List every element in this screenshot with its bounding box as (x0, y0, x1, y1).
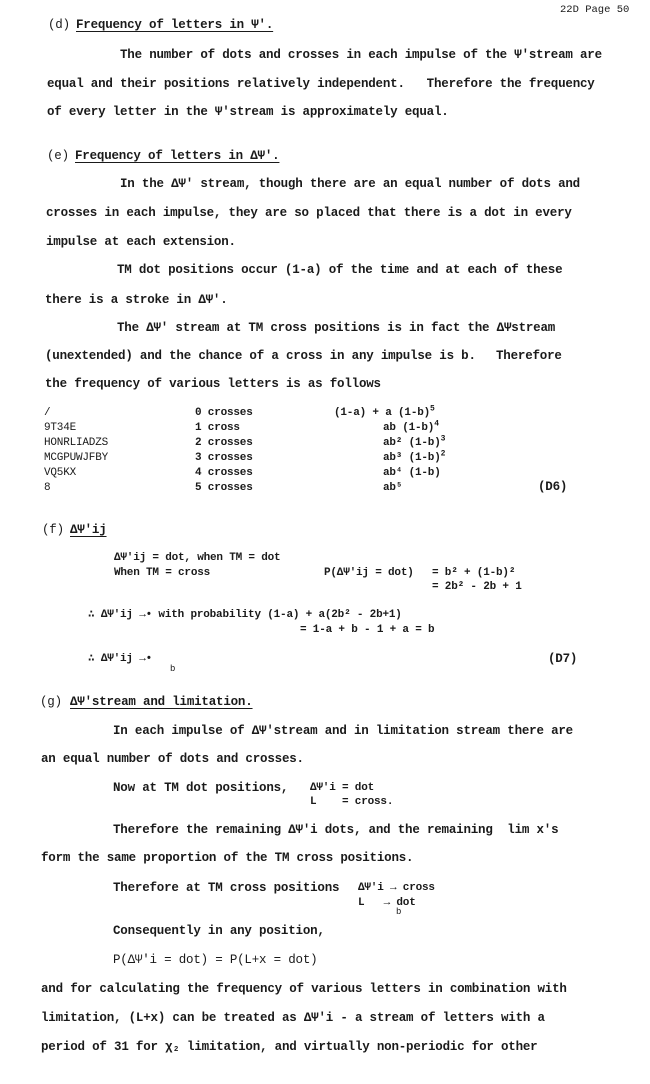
table-crosses: 0 crosses (195, 407, 253, 419)
section-f-prob-rhs: = 2b² - 2b + 1 (432, 581, 522, 593)
section-e-heading: Frequency of letters in ΔΨ'. (75, 149, 280, 163)
section-d-line: equal and their positions relatively independent. Therefore the frequency (47, 77, 595, 91)
formula-text: ab⁴ (1-b) (383, 467, 441, 479)
table-crosses: 1 cross (195, 422, 240, 434)
formula-text: ab (1-b) (383, 422, 435, 434)
equation-tag-d6: (D6) (538, 480, 568, 494)
table-letters: 8 (44, 482, 51, 494)
table-crosses: 4 crosses (195, 467, 253, 479)
table-crosses: 2 crosses (195, 437, 253, 449)
table-formula (383, 481, 402, 495)
section-f-heading: ΔΨ'ij (70, 523, 107, 537)
section-g-line: L = cross. (310, 796, 394, 808)
section-g-line: L → dot (358, 897, 416, 909)
section-g-line: Therefore at TM cross positions (113, 881, 340, 895)
table-formula (383, 421, 439, 435)
section-d-line: The number of dots and crosses in each impulse of the Ψ'stream are (120, 48, 602, 62)
table-letters: HONRLIADZS (44, 437, 109, 449)
section-e-label: (e) (47, 149, 69, 163)
section-g-line: ΔΨ'i = dot (310, 782, 375, 794)
section-f-therefore: ∴ ΔΨ'ij →• with probability (1-a) + a(2b² - 2b+1) (88, 609, 402, 621)
formula-exponent: 2 (440, 449, 446, 459)
table-letters: MCGPUWJFBY (44, 452, 109, 464)
table-letters: 9T34E (44, 422, 77, 434)
section-f-label: (f) (42, 523, 64, 537)
formula-exponent: 3 (440, 434, 446, 444)
section-e-line: crosses in each impulse, they are so placed that there is a dot in every (46, 206, 572, 220)
section-g-line: In each impulse of ΔΨ'stream and in limitation stream there are (113, 724, 573, 738)
table-crosses: 5 crosses (195, 482, 253, 494)
table-formula (334, 406, 435, 420)
section-g-line: Consequently in any position, (113, 924, 325, 938)
section-g-label: (g) (40, 695, 62, 709)
section-e-line: In the ΔΨ' stream, though there are an equal number of dots and (120, 177, 580, 191)
formula-text: ab⁵ (383, 482, 403, 494)
section-e-line: (unextended) and the chance of a cross in any impulse is b. (45, 349, 476, 363)
section-g-line: P(ΔΨ'i = dot) = P(L+x = dot) (113, 953, 318, 967)
section-e-line: the frequency of various letters is as follows (45, 377, 381, 391)
section-g-line: limitation, (L+x) can be treated as ΔΨ'i - a stream of letters with a (41, 1011, 545, 1025)
section-d-heading: Frequency of letters in Ψ'. (76, 18, 274, 32)
section-f-line: When TM = cross (114, 567, 211, 579)
section-f-prob-rhs: = b² + (1-b)² (432, 567, 516, 579)
formula-exponent: 5 (430, 404, 435, 414)
section-f-therefore: ∴ ΔΨ'ij →• (88, 653, 153, 665)
section-g-heading: ΔΨ'stream and limitation. (70, 695, 253, 709)
table-letters: / (44, 407, 51, 419)
section-g-line: Therefore the remaining ΔΨ'i dots, and the remaining lim x's (113, 823, 559, 837)
page-header: 22D Page 50 (560, 4, 630, 16)
section-g-line: an equal number of dots and crosses. (41, 752, 304, 766)
table-formula (383, 451, 445, 465)
section-g-line: Now at TM dot positions, (113, 781, 289, 795)
section-g-line: period of 31 for χ₂ limitation, and virtually non-periodic for other (41, 1040, 538, 1054)
formula-text: (1-a) + a (1-b) (334, 407, 431, 419)
section-g-line: form the same proportion of the TM cross positions. (41, 851, 414, 865)
table-letters: VQ5KX (44, 467, 77, 479)
section-e-line: The ΔΨ' stream at TM cross positions is in fact the ΔΨstream (117, 321, 556, 335)
section-e-line: there is a stroke in ΔΨ'. (45, 293, 228, 307)
section-g-line: and for calculating the frequency of various letters in combination with (41, 982, 567, 996)
table-formula (383, 466, 441, 480)
section-f-therefore-cont: = 1-a + b - 1 + a = b (300, 624, 435, 636)
arrow-label: b (170, 664, 176, 674)
formula-text: ab² (1-b) (383, 437, 441, 449)
table-formula (383, 436, 445, 450)
section-d-label: (d) (48, 18, 70, 32)
formula-exponent: 4 (434, 419, 439, 429)
table-crosses: 3 crosses (195, 452, 253, 464)
section-e-line: TM dot positions occur (1-a) of the time and at each of these (117, 263, 563, 277)
section-e-line: Therefore (496, 349, 562, 363)
section-g-line: ΔΨ'i → cross (358, 882, 435, 894)
section-d-line: of every letter in the Ψ'stream is approximately equal. (47, 105, 449, 119)
equation-tag-d7: (D7) (548, 652, 578, 666)
arrow-label: b (396, 907, 402, 917)
section-f-prob-lhs: P(ΔΨ'ij = dot) (324, 567, 414, 579)
formula-text: ab³ (1-b) (383, 452, 441, 464)
section-e-line: impulse at each extension. (46, 235, 236, 249)
section-f-line: ΔΨ'ij = dot, when TM = dot (114, 552, 281, 564)
